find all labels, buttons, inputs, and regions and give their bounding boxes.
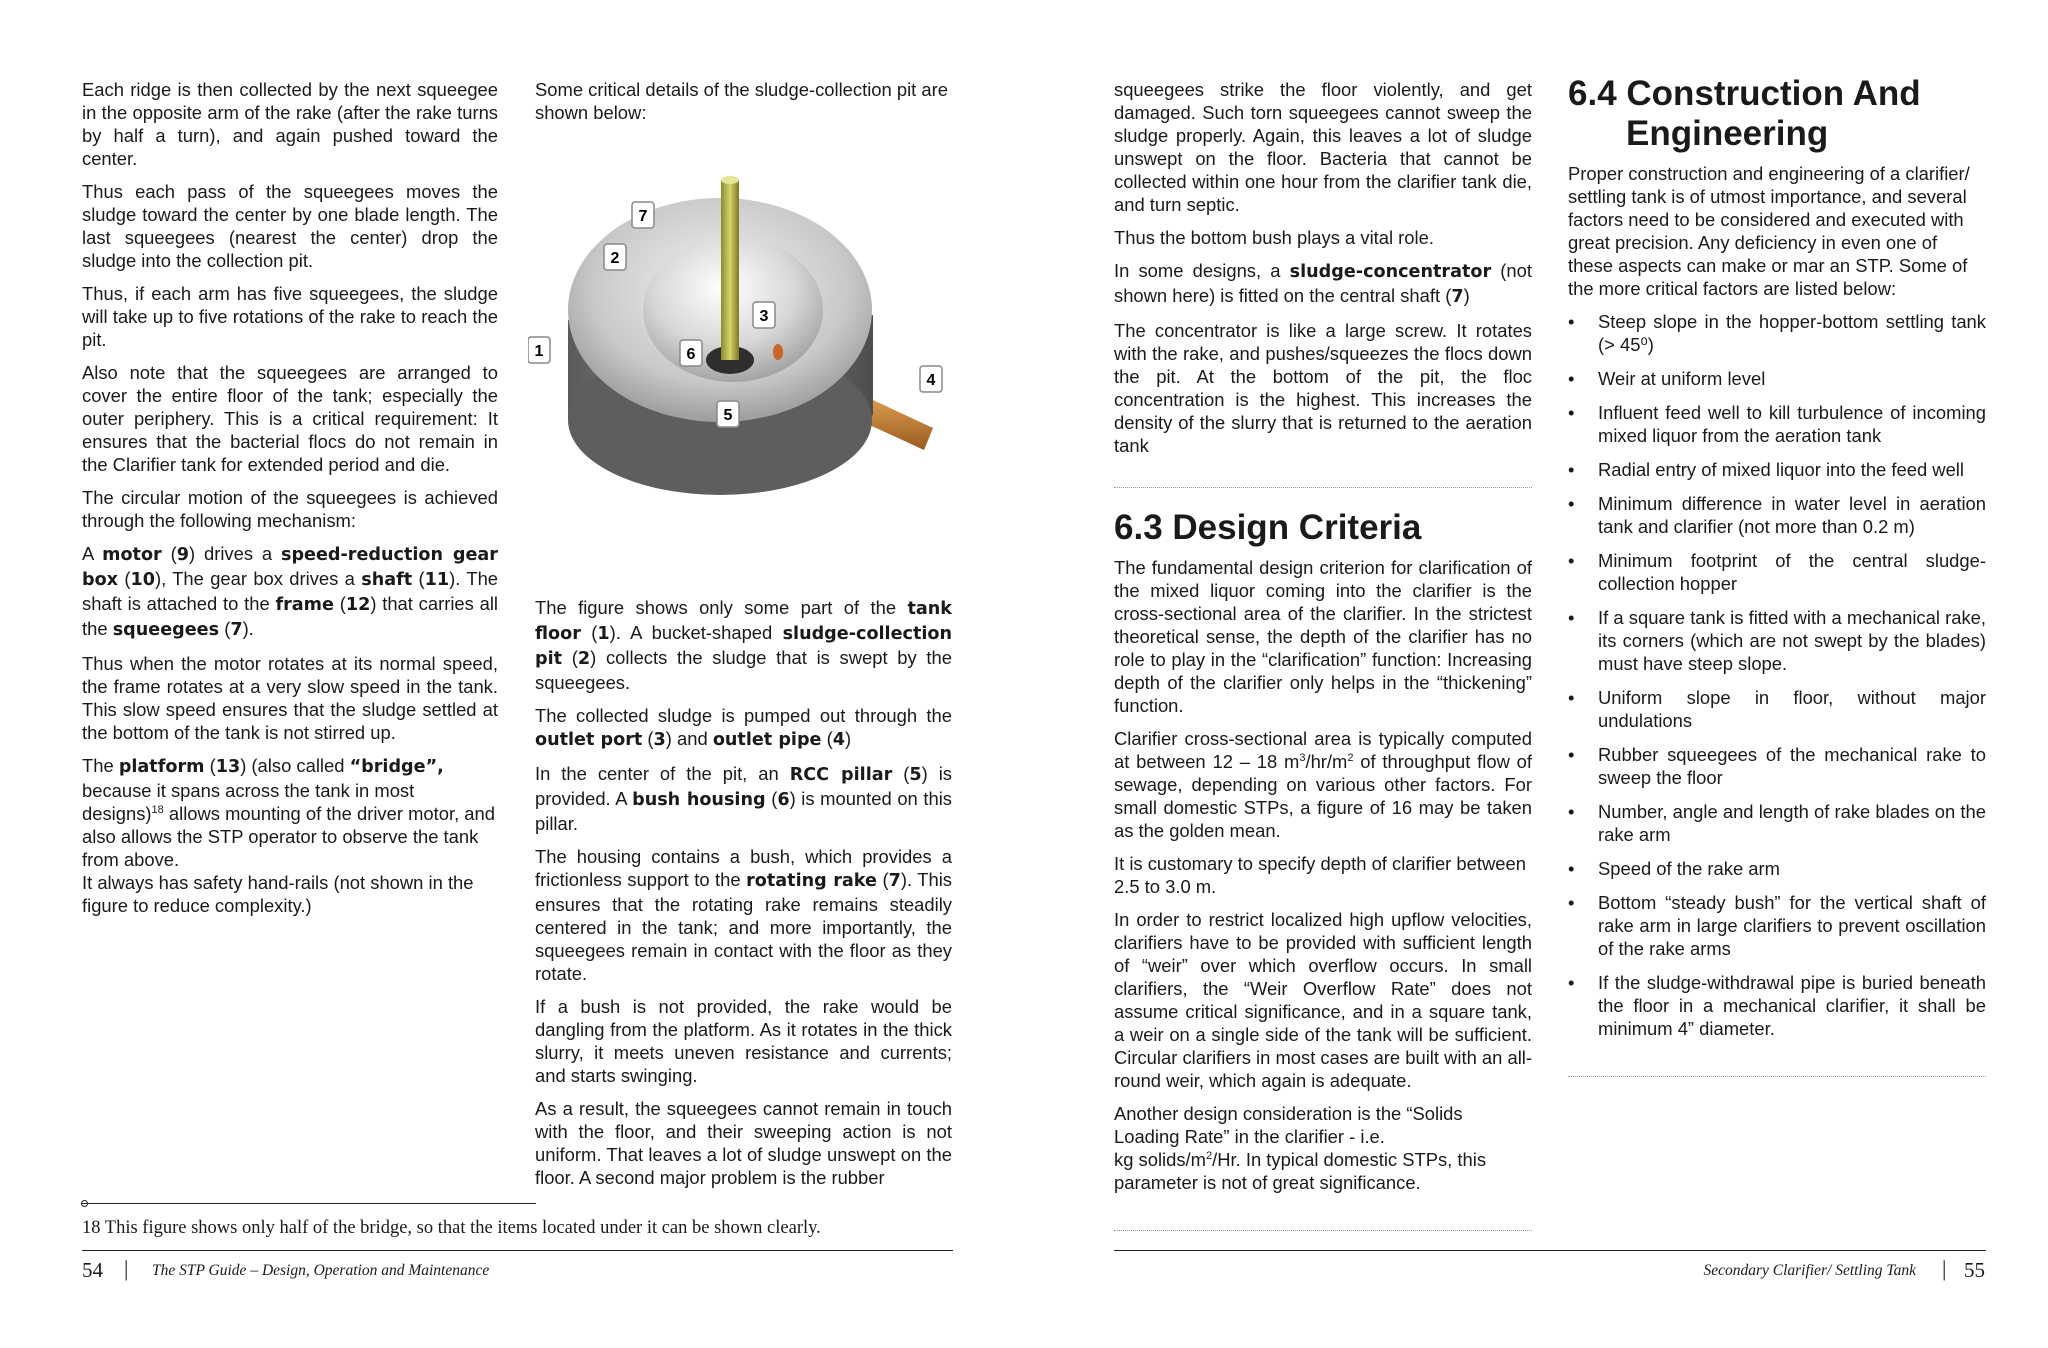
- paragraph: Also note that the squeegees are arranged to cover the entire floor of the tank; especially the outer periphery. This is a critical requirement: It ensures that the bacterial flocs do not remain in the Clarifier tank for extended period and die.: [82, 362, 498, 475]
- rotating-rake-shaft: [721, 180, 739, 360]
- right-column-1-top: [1114, 78, 1532, 467]
- sludge-pit-figure: [528, 170, 968, 530]
- platform-paragraph: The platform (13) (also called “bridge”, because it spans across the tank in most designs)$^{18}$ allows mounting of the driver motor, and also allows the STP operator to observe the tank from above.: [82, 755, 495, 870]
- shaft-top: [721, 176, 739, 184]
- list-item: • Number, angle and length of rake blades on the rake arm: [1568, 800, 1986, 846]
- list-item: • Uniform slope in floor, without major undulations: [1568, 686, 1986, 732]
- list-item: • Minimum difference in water level in aeration tank and clarifier (not more than 0.2 m): [1568, 492, 1986, 538]
- paragraph: Another design consideration is the “Solids Loading Rate” in the clarifier - i.e. kg solids/$m^2/Hr$. In typical domestic STPs, this parameter is not of great significance.: [1114, 1103, 1487, 1193]
- paragraph: Proper construction and engineering of a clarifier/ settling tank is of utmost importance, and several factors need to be considered and executed with great precision. Any deficiency in even one of these aspects can make or mar an STP. Some of the more critical factors are listed below:: [1568, 163, 1970, 299]
- paragraph: The collected sludge is pumped out through the outlet port (3) and outlet pipe (4): [535, 705, 952, 750]
- section-divider: [1114, 487, 1532, 488]
- list-item: • Rubber squeegees of the mechanical rake to sweep the floor: [1568, 743, 1986, 789]
- paragraph: The fundamental design criterion for clarification of the mixed liquor coming into the clarifier is the cross-sectional area of the clarifier. In the strictest theoretical sense, the depth of the clarifier has no role to play in the “clarification” function: Increasing depth of the clarifier only helps in the “thickening” function.: [1114, 557, 1532, 716]
- callout-5: [717, 401, 739, 427]
- mechanism-paragraph: A motor (9) drives a speed-reduction gear box (10), The gear box drives a shaft (11). The shaft is attached to the frame (12) that carries all the squeegees (7).: [82, 543, 499, 640]
- list-item: • Radial entry of mixed liquor into the feed well: [1568, 458, 1986, 481]
- paragraph: In order to restrict localized high upflow velocities, clarifiers have to be provided with sufficient length of “weir” over which overflow occurs. In small clarifiers, the “Weir Overflow Rate” does not assume critical significance, and in a square tank, a weir on a single side of the tank will be sufficient. Circular clarifiers in most cases are built with an all-round weir, which again is adequate.: [1114, 909, 1533, 1091]
- svg-text:1: 1: [534, 343, 544, 360]
- list-item: • If the sludge-withdrawal pipe is buried beneath the floor in a mechanical clarifier, it shall be minimum 4” diameter.: [1568, 971, 1986, 1040]
- footnote-rule: [82, 1203, 536, 1204]
- svg-text:7: 7: [638, 208, 648, 225]
- section-divider: [1114, 1230, 1532, 1231]
- svg-text:4: 4: [926, 372, 936, 389]
- right-footer-rule: [1114, 1250, 1986, 1251]
- list-item: • Minimum footprint of the central sludge-collection hopper: [1568, 549, 1986, 595]
- section-heading-6-3: 6.3 Design Criteria: [1114, 508, 1422, 547]
- left-column-2-bottom: [535, 596, 952, 1199]
- callout-7: [632, 202, 654, 228]
- paragraph: In the center of the pit, an RCC pillar (5) is provided. A bush housing (6) is mounted on this pillar.: [535, 763, 952, 834]
- right-column-1-bottom: [1114, 508, 1532, 1204]
- paragraph: Clarifier cross-sectional area is typically computed at between 12 – 18 $m^3/hr/m^2$ of throughput flow of sewage, depending on various other factors. For small domestic STPs, a figure of 16 may be taken as the golden mean.: [1114, 728, 1532, 841]
- callout-2: [604, 244, 626, 270]
- right-column-2: [1568, 74, 1986, 1051]
- right-running-head: Secondary Clarifier/ Settling Tank: [1703, 1262, 1916, 1279]
- paragraph: Thus, if each arm has five squeegees, the sludge will take up to five rotations of the rake to reach the pit.: [82, 283, 498, 350]
- svg-text:5: 5: [723, 407, 733, 424]
- paragraph: In some designs, a sludge-concentrator (not shown here) is fitted on the central shaft (7): [1114, 260, 1532, 307]
- svg-text:3: 3: [759, 308, 769, 325]
- left-page-number: 54: [82, 1258, 103, 1282]
- list-item: • Weir at uniform level: [1568, 367, 1986, 390]
- paragraph: It always has safety hand-rails (not shown in the figure to reduce complexity.): [82, 872, 474, 916]
- right-page-number: 55: [1964, 1258, 1985, 1282]
- list-item: • Bottom “steady bush” for the vertical shaft of rake arm in large clarifiers to prevent oscillation of the rake arms: [1568, 891, 1986, 960]
- paragraph: As a result, the squeegees cannot remain in touch with the floor, and their sweeping action is not uniform. That leaves a lot of sludge unswept on the floor. A second major problem is the rubber: [535, 1098, 952, 1188]
- callout-4: [920, 366, 942, 392]
- paragraph: squeegees strike the floor violently, and get damaged. Such torn squeegees cannot sweep the sludge properly. Again, this leaves a lot of sludge unswept on the floor. Bacteria that cannot be collected within one hour from the clarifier tank die, and turn septic.: [1114, 79, 1532, 215]
- paragraph: It is customary to specify depth of clarifier between 2.5 to 3.0 m.: [1114, 853, 1526, 897]
- left-column-1: [82, 78, 498, 927]
- callout-1: [528, 337, 550, 363]
- list-item: • Influent feed well to kill turbulence of incoming mixed liquor from the aeration tank: [1568, 401, 1986, 447]
- outlet-pipe-shape: [863, 400, 933, 450]
- paragraph: The housing contains a bush, which provides a frictionless support to the rotating rake (7). This ensures that the rotating rake remains steadily centered in the tank; and more importantly, the squeegees remain in contact with the floor as they rotate.: [535, 846, 952, 984]
- paragraph: If a bush is not provided, the rake would be dangling from the platform. As it rotates in the thick slurry, it meets uneven resistance and currents; and starts swinging.: [535, 996, 952, 1086]
- list-item: • If a square tank is fitted with a mechanical rake, its corners (which are not swept by the blades) must have steep slope.: [1568, 606, 1986, 675]
- paragraph: The circular motion of the squeegees is achieved through the following mechanism:: [82, 487, 498, 531]
- list-item: • Speed of the rake arm: [1568, 857, 1986, 880]
- paragraph: The figure shows only some part of the tank floor (1). A bucket-shaped sludge-collection pit (2) collects the sludge that is swept by the squeegees.: [535, 597, 953, 693]
- paragraph: Some critical details of the sludge-collection pit are shown below:: [535, 79, 948, 123]
- right-footer-separator: |: [1942, 1256, 1947, 1281]
- left-column-2-top: [535, 78, 952, 134]
- list-item: • Steep slope in the hopper-bottom settling tank (> 45⁰): [1568, 310, 1986, 356]
- svg-text:2: 2: [610, 250, 620, 267]
- footnote: 18 This figure shows only half of the bridge, so that the items located under it can be shown clearly.: [82, 1218, 821, 1238]
- left-footer-rule: [82, 1250, 953, 1251]
- left-footer-separator: |: [124, 1256, 129, 1281]
- paragraph: Thus the bottom bush plays a vital role.: [1114, 227, 1434, 248]
- footnote-ref[interactable]: 18: [151, 803, 164, 816]
- paragraph: Each ridge is then collected by the next squeegee in the opposite arm of the rake (after the rake turns by half a turn), and again pushed toward the center.: [82, 79, 498, 169]
- critical-factors-list: [1568, 310, 1986, 1040]
- paragraph: Thus each pass of the squeegees moves the sludge toward the center by one blade length. The last squeegees (nearest the center) drop the sludge into the collection pit.: [82, 181, 498, 271]
- paragraph: Thus when the motor rotates at its normal speed, the frame rotates at a very slow speed in the tank. This slow speed ensures that the sludge settled at the bottom of the tank is not stirred up.: [82, 653, 498, 743]
- left-running-head: The STP Guide – Design, Operation and Maintenance: [152, 1262, 490, 1279]
- paragraph: The concentrator is like a large screw. It rotates with the rake, and pushes/squeezes the flocs down the pit. At the bottom of the pit, the floc concentration is the highest. This increases the density of the slurry that is returned to the aeration tank: [1114, 320, 1532, 456]
- callout-6: [680, 340, 702, 366]
- section-divider: [1568, 1076, 1986, 1077]
- outlet-port-shape: [773, 344, 783, 360]
- callout-3: [753, 302, 775, 328]
- svg-text:6: 6: [686, 346, 696, 363]
- section-heading-6-4: 6.4 Construction And Engineering: [1568, 74, 1921, 153]
